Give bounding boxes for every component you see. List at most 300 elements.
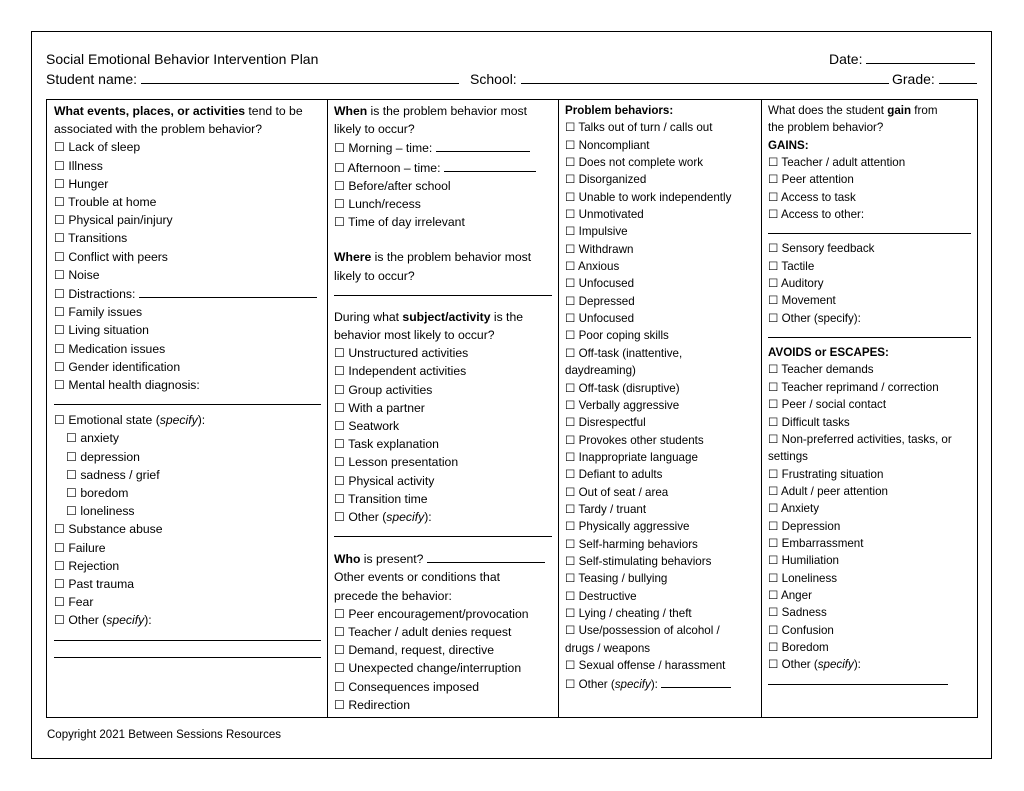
checkbox-icon[interactable]: ☐ [565,537,576,551]
checkbox-icon[interactable]: ☐ [54,413,65,428]
school-blank[interactable] [521,70,889,84]
subject-item[interactable] [334,490,552,508]
gains-other-item[interactable]: ☐ Other (specify): [768,311,861,325]
event-item-label: Distractions: [68,287,136,302]
checkbox-icon[interactable]: ☐ [565,260,576,274]
time-item[interactable] [334,195,552,213]
checkbox-icon[interactable]: ☐ [66,431,77,446]
behavior-item-label: Disorganized [578,173,647,187]
event-item[interactable] [54,358,321,376]
gain-item-label: Movement [781,294,836,308]
precede-item[interactable] [334,696,552,714]
avoid-item[interactable] [768,500,971,517]
checkbox-icon[interactable]: ☐ [565,208,576,222]
event-item-label: Noise [68,267,100,282]
checkbox-icon[interactable]: ☐ [565,502,576,516]
event-item[interactable] [54,248,321,266]
event-item[interactable] [54,193,321,211]
other-item[interactable]: ☐ Other (specify): [54,613,152,628]
behavior-item-label: Self-stimulating behaviors [578,554,712,568]
subject-item-label: Physical activity [348,473,435,488]
emotion-item-label: anxiety [80,431,119,446]
event-item[interactable] [54,229,321,247]
avoids-heading: AVOIDS or ESCAPES: [768,346,889,360]
checkbox-icon[interactable]: ☐ [54,140,65,155]
event-item-label: Substance abuse [68,522,163,537]
subject-item[interactable] [334,472,552,490]
checkbox-icon[interactable]: ☐ [334,419,345,434]
checkbox-icon[interactable]: ☐ [54,341,65,356]
who-blank[interactable] [427,549,545,563]
checkbox-icon[interactable]: ☐ [54,595,65,610]
behavior-item[interactable] [565,466,757,483]
precede-item[interactable] [334,641,552,659]
precede-item[interactable] [334,659,552,677]
subject-item[interactable] [334,453,552,471]
checkbox-icon[interactable]: ☐ [565,173,576,187]
checkbox-icon[interactable]: ☐ [768,190,779,204]
checkbox-icon[interactable]: ☐ [54,577,65,592]
behavior-item-label: Provokes other students [578,433,704,447]
checkbox-icon[interactable]: ☐ [565,416,576,430]
subject-item[interactable] [334,381,552,399]
gain-item[interactable] [768,275,971,292]
behavior-item[interactable] [565,189,757,206]
avoid-item[interactable] [768,570,971,587]
checkbox-icon[interactable]: ☐ [565,156,576,170]
checkbox-icon[interactable]: ☐ [334,697,345,712]
gain-heading-line2: the problem behavior? [768,121,884,135]
gain-item[interactable] [768,240,971,257]
time-item[interactable] [334,177,552,195]
checkbox-icon[interactable]: ☐ [768,536,779,550]
checkbox-icon[interactable]: ☐ [565,606,576,620]
behavior-item[interactable]: ☐ Sexual offense / harassment [565,659,726,672]
behavior-item[interactable] [565,414,757,431]
checkbox-icon[interactable]: ☐ [768,640,779,654]
subject-item-label: Lesson presentation [348,455,459,470]
checkbox-icon[interactable]: ☐ [768,311,779,325]
checkbox-icon[interactable]: ☐ [768,519,779,533]
gain-item[interactable] [768,189,971,206]
avoid-item-label: Anxiety [781,502,820,516]
subject-item-label: Transition time [348,491,428,506]
behavior-item[interactable] [565,518,757,535]
behavior-item[interactable] [565,501,757,518]
behavior-item-label: Tardy / truant [578,502,647,516]
event-item-label: Trouble at home [68,195,157,210]
checkbox-icon[interactable]: ☐ [334,473,345,488]
time-item-label: Lunch/recess [348,197,421,212]
checkbox-icon[interactable]: ☐ [565,572,576,586]
checkbox-icon[interactable]: ☐ [66,449,77,464]
checkbox-icon[interactable]: ☐ [565,277,576,291]
time-item[interactable] [334,158,552,177]
behavior-item[interactable] [565,397,757,414]
checkbox-icon[interactable]: ☐ [768,502,779,516]
event-item[interactable] [54,321,321,339]
events-column [47,100,328,717]
checkbox-icon[interactable]: ☐ [768,484,779,498]
checkbox-icon[interactable]: ☐ [334,606,345,621]
checkbox-icon[interactable]: ☐ [54,158,65,173]
behavior-item-label: Unmotivated [578,208,644,222]
gain-item[interactable] [768,154,971,171]
checkbox-icon[interactable]: ☐ [565,190,576,204]
checkbox-icon[interactable]: ☐ [565,294,576,308]
checkbox-icon[interactable]: ☐ [565,312,576,326]
copyright-footer: Copyright 2021 Between Sessions Resources [47,729,281,741]
behavior-item[interactable] [565,432,757,449]
checkbox-icon[interactable]: ☐ [334,346,345,361]
subject-item[interactable] [334,435,552,453]
subject-item[interactable] [334,417,552,435]
other-blank-2[interactable] [54,647,321,658]
behavior-item[interactable] [565,570,757,587]
checkbox-icon[interactable]: ☐ [66,504,77,519]
behavior-item[interactable] [565,327,757,344]
checkbox-icon[interactable]: ☐ [54,231,65,246]
checkbox-icon[interactable]: ☐ [565,485,576,499]
checkbox-icon[interactable]: ☐ [768,294,779,308]
subject-other-blank[interactable] [334,526,552,537]
behavior-item[interactable] [565,605,757,622]
avoid-item[interactable]: ☐ Non-preferred activities, tasks, or [768,432,952,446]
behavior-item-label: Anxious [578,260,620,274]
gains-avoids-column [762,100,977,717]
behavior-item[interactable] [565,380,757,397]
emotion-item[interactable] [54,429,321,447]
checkbox-icon[interactable]: ☐ [54,558,65,573]
checkbox-icon[interactable]: ☐ [334,625,345,640]
grade-blank[interactable] [939,70,977,84]
gains-heading: GAINS: [768,138,809,152]
emotion-item-label: depression [80,449,140,464]
checkbox-icon[interactable]: ☐ [768,571,779,585]
event-item[interactable] [54,520,321,538]
avoid-item[interactable] [768,396,971,413]
event-item-label: Transitions [68,231,128,246]
behavior-item-label: Withdrawn [578,242,634,256]
checkbox-icon[interactable]: ☐ [334,141,345,156]
checkbox-icon[interactable]: ☐ [334,491,345,506]
behavior-item[interactable] [565,536,757,553]
checkbox-icon[interactable]: ☐ [768,467,779,481]
checkbox-icon[interactable]: ☐ [768,259,779,273]
avoid-item[interactable] [768,639,971,656]
checkbox-icon[interactable]: ☐ [768,606,779,620]
gain-item[interactable] [768,171,971,188]
time-item-label: Afternoon – time: [347,160,441,175]
avoid-item[interactable] [768,379,971,396]
behavior-other-item[interactable]: ☐ Other (specify): [565,674,757,693]
mental-health-blank[interactable] [54,394,321,405]
avoid-item-label: Frustrating situation [781,467,884,481]
avoid-item[interactable] [768,604,971,621]
checkbox-icon[interactable]: ☐ [565,329,576,343]
event-item[interactable] [54,303,321,321]
gain-item-label: Auditory [781,277,824,291]
avoid-item[interactable] [768,535,971,552]
checkbox-icon[interactable]: ☐ [54,378,65,393]
date-blank[interactable] [866,50,975,64]
behavior-item-label: Self-harming behaviors [578,537,698,551]
event-item[interactable] [54,266,321,284]
avoid-item-label: Boredom [781,640,829,654]
where-blank[interactable] [334,285,552,296]
event-item-label: Physical pain/injury [68,213,173,228]
access-other-blank[interactable] [768,223,971,234]
event-item-label: Family issues [68,305,143,320]
avoid-item[interactable] [768,622,971,639]
events-conditions-heading-line2: precede the behavior: [334,588,452,603]
event-item[interactable] [54,376,321,394]
checkbox-icon[interactable]: ☐ [54,195,65,210]
checkbox-icon[interactable]: ☐ [54,287,65,302]
gain-item[interactable] [768,206,971,223]
behavior-item[interactable] [565,137,757,154]
emotion-item[interactable] [54,466,321,484]
avoid-item-label: Depression [781,519,841,533]
event-item-label: Living situation [68,323,149,338]
avoid-item[interactable] [768,361,971,378]
event-item-label: Fear [68,595,94,610]
where-heading-line2: likely to occur? [334,268,415,283]
avoid-item[interactable] [768,552,971,569]
checkbox-icon[interactable]: ☐ [565,659,576,672]
checkbox-icon[interactable]: ☐ [334,382,345,397]
checkbox-icon[interactable]: ☐ [334,400,345,415]
time-item[interactable] [334,138,552,157]
avoid-item[interactable] [768,466,971,483]
grade-field [892,70,977,88]
events-heading-line2: associated with the problem behavior? [54,122,262,137]
checkbox-icon[interactable]: ☐ [334,197,345,212]
emotion-item[interactable] [54,448,321,466]
event-item-label: Past trauma [68,577,135,592]
precede-item[interactable] [334,678,552,696]
avoid-item[interactable] [768,587,971,604]
events-heading: What events, places, or activities tend to be [54,104,303,118]
checkbox-icon[interactable]: ☐ [768,432,779,446]
checkbox-icon[interactable]: ☐ [768,588,779,602]
time-item-blank[interactable] [444,158,536,172]
problem-behaviors-heading: Problem behaviors: [565,104,674,117]
checkbox-icon[interactable]: ☐ [768,658,779,672]
checkbox-icon[interactable]: ☐ [768,242,779,256]
checkbox-icon[interactable]: ☐ [54,613,65,628]
event-item-label: Lack of sleep [68,140,141,155]
checkbox-icon[interactable]: ☐ [54,359,65,374]
date-field [829,50,975,68]
event-item[interactable] [54,157,321,175]
event-item[interactable] [54,284,321,303]
avoid-item[interactable] [768,518,971,535]
checkbox-icon[interactable]: ☐ [334,510,345,525]
gain-item[interactable] [768,292,971,309]
checkbox-icon[interactable]: ☐ [768,208,779,222]
precede-item-label: Peer encouragement/provocation [348,606,529,621]
intervention-grid [46,99,978,718]
when-heading-line2: likely to occur? [334,122,415,137]
avoid-item-label: Anger [781,588,812,602]
behavior-item[interactable] [565,154,757,171]
checkbox-icon[interactable]: ☐ [54,176,65,191]
precede-item[interactable] [334,605,552,623]
emotional-state-item[interactable]: ☐ Emotional state (specify): [54,413,206,428]
checkbox-icon[interactable]: ☐ [768,623,779,637]
checkbox-icon[interactable]: ☐ [565,450,576,464]
behavior-item[interactable] [565,206,757,223]
behavior-item[interactable] [565,258,757,275]
event-item[interactable] [54,175,321,193]
checkbox-icon[interactable]: ☐ [565,398,576,412]
checkbox-icon[interactable]: ☐ [334,661,345,676]
behavior-item-label: Depressed [578,294,635,308]
behavior-item[interactable] [565,241,757,258]
subject-other-item[interactable]: ☐ Other (specify): [334,510,432,525]
checkbox-icon[interactable]: ☐ [565,346,576,360]
emotion-item[interactable] [54,502,321,520]
checkbox-icon[interactable]: ☐ [768,363,779,377]
time-item-label: Before/after school [348,178,451,193]
avoid-item-label: Difficult tasks [781,415,850,429]
where-heading: Where is the problem behavior most [334,250,532,265]
avoid-item-label: Sadness [781,606,827,620]
event-item-blank[interactable] [139,284,317,298]
checkbox-icon[interactable]: ☐ [565,121,576,135]
behavior-item-label: Verbally aggressive [578,398,680,412]
checkbox-icon[interactable]: ☐ [768,277,779,291]
time-item-blank[interactable] [436,138,530,152]
precede-item-label: Consequences imposed [348,679,480,694]
behavior-item[interactable]: ☐ Use/possession of alcohol / [565,624,720,638]
checkbox-icon[interactable]: ☐ [54,249,65,264]
behavior-item[interactable]: ☐ Off-task (inattentive, [565,346,683,360]
checkbox-icon[interactable]: ☐ [66,467,77,482]
behavior-item-cont: drugs / weapons [565,641,651,655]
behavior-item[interactable] [565,553,757,570]
avoid-item[interactable] [768,483,971,500]
avoid-item-label: Adult / peer attention [781,484,888,498]
behavior-item[interactable] [565,119,757,136]
subject-item-label: Independent activities [348,364,467,379]
behavior-item-label: Talks out of turn / calls out [578,121,713,135]
gain-item-label: Teacher / adult attention [781,156,906,170]
checkbox-icon[interactable]: ☐ [334,215,345,230]
subject-item[interactable] [334,344,552,362]
avoids-other-blank[interactable] [768,674,948,685]
behavior-item[interactable] [565,588,757,605]
precede-item-label: Teacher / adult denies request [348,625,512,640]
time-item-label: Time of day irrelevant [348,215,465,230]
event-item[interactable] [54,593,321,611]
checkbox-icon[interactable]: ☐ [565,225,576,239]
checkbox-icon[interactable]: ☐ [54,267,65,282]
behavior-item-label: Does not complete work [578,156,704,170]
subject-item-label: Unstructured activities [348,346,469,361]
subject-item[interactable] [334,399,552,417]
checkbox-icon[interactable]: ☐ [54,213,65,228]
checkbox-icon[interactable]: ☐ [54,323,65,338]
subject-item-label: Task explanation [348,437,439,452]
student-name-label: Student name: [46,71,138,87]
event-item[interactable] [54,138,321,156]
avoids-other-item[interactable]: ☐ Other (specify): [768,658,861,672]
checkbox-icon[interactable]: ☐ [768,173,779,187]
behavior-item[interactable] [565,449,757,466]
checkbox-icon[interactable]: ☐ [54,522,65,537]
checkbox-icon[interactable]: ☐ [565,520,576,534]
checkbox-icon[interactable]: ☐ [565,554,576,568]
checkbox-icon[interactable]: ☐ [565,589,576,603]
behavior-item-label: Inappropriate language [578,450,698,464]
subject-item[interactable] [334,362,552,380]
student-name-field [46,70,459,88]
checkbox-icon[interactable]: ☐ [54,540,65,555]
checkbox-icon[interactable]: ☐ [334,437,345,452]
checkbox-icon[interactable]: ☐ [54,305,65,320]
checkbox-icon[interactable]: ☐ [334,160,345,175]
event-item[interactable] [54,211,321,229]
emotion-item[interactable] [54,484,321,502]
checkbox-icon[interactable]: ☐ [334,364,345,379]
event-item[interactable] [54,575,321,593]
behavior-item[interactable] [565,310,757,327]
behavior-item[interactable] [565,275,757,292]
precede-item[interactable] [334,623,552,641]
checkbox-icon[interactable]: ☐ [565,381,576,395]
checkbox-icon[interactable]: ☐ [565,624,576,638]
checkbox-icon[interactable]: ☐ [565,242,576,256]
checkbox-icon[interactable]: ☐ [334,643,345,658]
emotion-item-label: loneliness [80,504,135,519]
behavior-item[interactable] [565,484,757,501]
behavior-item[interactable] [565,293,757,310]
checkbox-icon[interactable]: ☐ [565,138,576,152]
checkbox-icon[interactable]: ☐ [66,486,77,501]
gains-other-blank[interactable] [768,327,971,338]
checkbox-icon[interactable]: ☐ [768,380,779,394]
avoid-item-label: Loneliness [781,571,838,585]
event-item[interactable] [54,557,321,575]
other-blank-1[interactable] [54,630,321,641]
gain-item[interactable] [768,258,971,275]
behavior-item[interactable] [565,171,757,188]
event-item[interactable] [54,340,321,358]
behavior-item[interactable] [565,223,757,240]
checkbox-icon[interactable]: ☐ [334,178,345,193]
behavior-item-label: Disrespectful [578,416,646,430]
checkbox-icon[interactable]: ☐ [565,678,576,692]
time-item[interactable] [334,213,552,231]
behavior-other-blank[interactable] [661,674,731,688]
checkbox-icon[interactable]: ☐ [565,433,576,447]
avoid-item[interactable] [768,414,971,431]
checkbox-icon[interactable]: ☐ [768,554,779,568]
checkbox-icon[interactable]: ☐ [334,455,345,470]
checkbox-icon[interactable]: ☐ [768,156,779,170]
checkbox-icon[interactable]: ☐ [768,415,779,429]
checkbox-icon[interactable]: ☐ [565,468,576,482]
event-item[interactable] [54,539,321,557]
school-field [470,70,889,88]
grade-label: Grade: [892,71,935,87]
student-name-blank[interactable] [141,70,459,84]
avoid-item-label: Teacher demands [781,363,874,377]
checkbox-icon[interactable]: ☐ [334,679,345,694]
checkbox-icon[interactable]: ☐ [768,398,779,412]
